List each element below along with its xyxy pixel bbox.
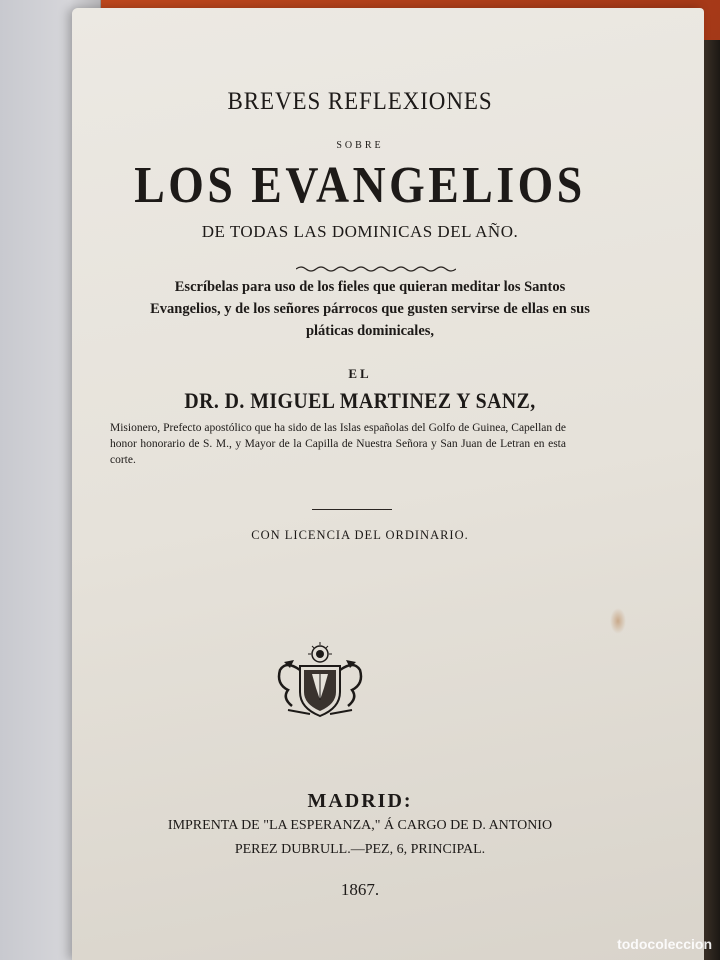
short-rule (312, 509, 392, 510)
main-title: LOS EVANGELIOS (134, 157, 586, 214)
wavy-rule-ornament (296, 264, 456, 274)
paper-stain (610, 608, 626, 634)
license-line: CON LICENCIA DEL ORDINARIO. (251, 528, 469, 542)
description: Escríbelas para uso de los fieles que quieran meditar los Santos Evangelios, y de los señores párrocos que gusten servirse de ellas en sus pláticas dominicales, (150, 279, 590, 339)
title-line-sobre: SOBRE (336, 140, 384, 151)
printer-line-2: PEREZ DUBRULL.—PEZ, 6, PRINCIPAL. (234, 842, 486, 857)
subtitle: DE TODAS LAS DOMINICAS DEL AÑO. (201, 222, 519, 241)
title-line-1: BREVES REFLEXIONES (227, 88, 493, 115)
author-name: DR. D. MIGUEL MARTINEZ Y SANZ, (184, 388, 536, 413)
watermark-logo: todocoleccion (617, 936, 712, 952)
city-imprint: MADRID: (307, 790, 413, 812)
printer-line-1: IMPRENTA DE "LA ESPERANZA," Á CARGO DE D. ANTONIO (167, 818, 553, 833)
ecclesiastical-emblem-icon (270, 640, 370, 720)
author-bio: Misionero, Prefecto apostólico que ha sido de las Islas españolas del Golfo de Guinea, Capellan de honor honorario de S. M., y Mayor de la Capilla de Nuestra Señora y San Juan de Letran en esta corte. (110, 422, 566, 466)
el-label: EL (348, 366, 372, 381)
publication-year: 1867. (340, 880, 380, 899)
